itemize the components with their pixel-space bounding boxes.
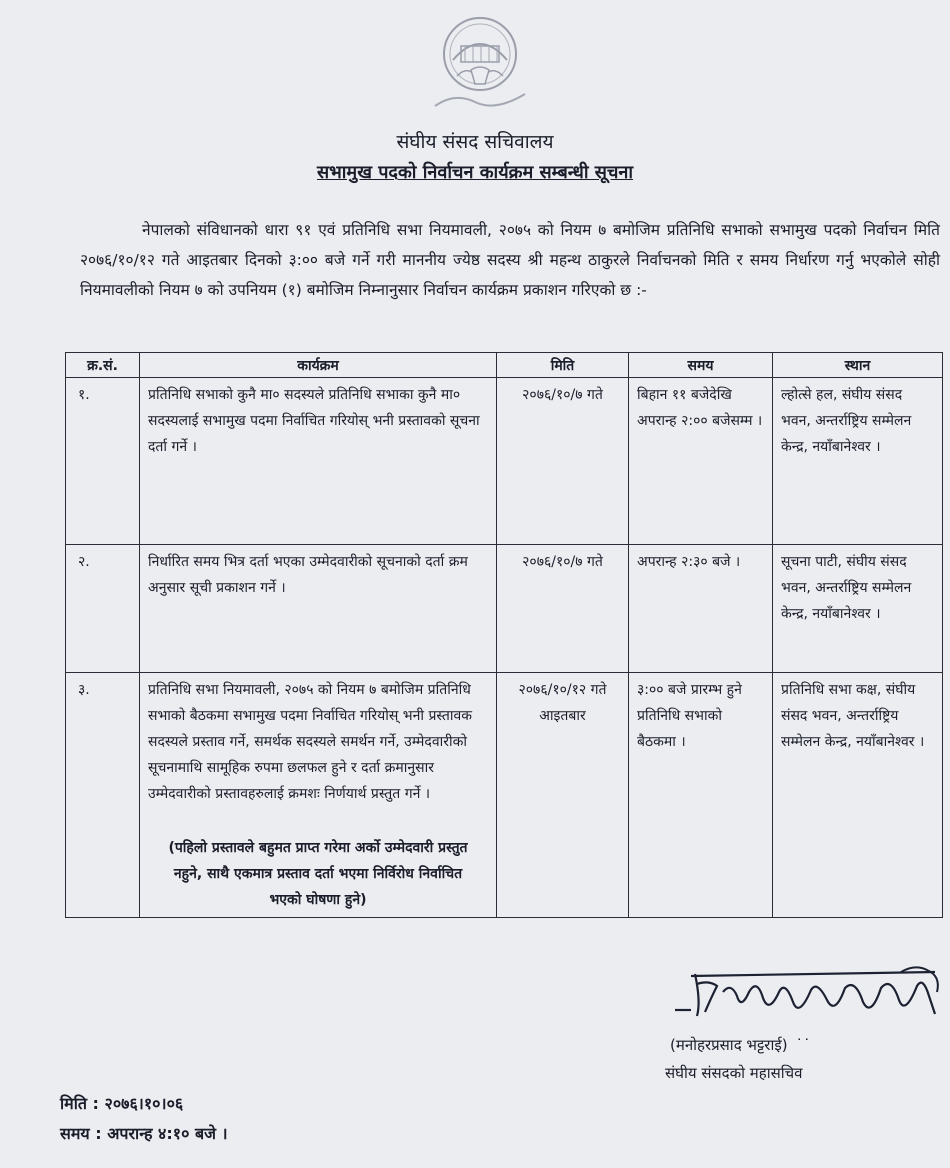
row-date: २०७६/१०/७ गते (497, 545, 629, 673)
row-note: (पहिलो प्रस्तावले बहुमत प्राप्त गरेमा अर्को उम्मेदवारी प्रस्तुत नहुने, साथै एकमात्र प्रस्ताव दर्ता भएमा निर्विरोध निर्वाचित भएको घोषणा हुने) (168, 840, 468, 908)
notice-title-text: सभामुख पदको निर्वाचन कार्यक्रम सम्बन्धी सूचना (316, 162, 634, 183)
issue-date: मिति : २०७६।१०।०६ (60, 1094, 184, 1113)
signatory-name-text: (मनोहरप्रसाद भट्टराई) (670, 1036, 788, 1054)
signatory-title: संघीय संसदको महासचिव (665, 1064, 803, 1082)
intro-paragraph (80, 215, 940, 305)
header-serial: क्र.सं. (66, 353, 140, 378)
row-serial: १. (66, 378, 140, 545)
row-program: प्रतिनिधि सभाको कुनै मा० सदस्यले प्रतिनिधि सभाका कुनै मा० सदस्यलाई सभामुख पदमा निर्वाचित गरियोस् भनी प्रस्तावको सूचना दर्ता गर्ने । (140, 378, 497, 545)
row-place: सूचना पाटी, संघीय संसद भवन, अन्तर्राष्ट्रिय सम्मेलन केन्द्र, नयाँबानेश्वर । (773, 545, 943, 673)
row-place: ल्होत्से हल, संघीय संसद भवन, अन्तर्राष्ट्रिय सम्मेलन केन्द्र, नयाँबानेश्वर । (773, 378, 943, 545)
parliament-seal-icon (425, 10, 535, 120)
row-date: २०७६/१०/१२ गते आइतबार (497, 673, 629, 918)
row-time: अपरान्ह २:३० बजे । (629, 545, 773, 673)
header-date: मिति (497, 353, 629, 378)
row-date: २०७६/१०/७ गते (497, 378, 629, 545)
header-place: स्थान (773, 353, 943, 378)
row-place: प्रतिनिधि सभा कक्ष, संघीय संसद भवन, अन्तर्राष्ट्रिय सम्मेलन केन्द्र, नयाँबानेश्वर । (773, 673, 943, 918)
program-table (65, 352, 943, 918)
notice-title (0, 160, 950, 184)
signatory-name (670, 1035, 930, 1055)
header-time: समय (629, 353, 773, 378)
row-program: प्रतिनिधि सभा नियमावली, २०७५ को नियम ७ बमोजिम प्रतिनिधि सभाको बैठकमा सभामुख पदमा निर्वाचित गरियोस् भनी प्रस्तावक सदस्यले प्रस्ताव गर्ने, समर्थक सदस्यले समर्थन गर्ने, उम्मेदवारीको सूचनामाथि सामूहिक रुपमा छलफल हुने र दर्ता क्रमानुसार उम्मेदवारीको प्रस्तावहरुलाई क्रमशः निर्णयार्थ प्रस्तुत गर्ने । (148, 682, 473, 802)
signature-marks: ˙˙ (795, 1036, 811, 1054)
row-serial: २. (66, 545, 140, 673)
table-row (66, 673, 943, 918)
intro-text: नेपालको संविधानको धारा ९१ एवं प्रतिनिधि सभा नियमावली, २०७५ को नियम ७ बमोजिम प्रतिनिधि सभाको सभामुख पदको निर्वाचन मिति २०७६/१०/१२ गते आइतबार दिनको ३:०० बजे गर्ने गरी माननीय ज्येष्ठ सदस्य श्री महन्थ ठाकुरले निर्वाचनको मिति र समय निर्धारण गर्नु भएकोले सोही नियमावलीको नियम ७ को उपनियम (१) बमोजिम निम्नानुसार निर्वाचन कार्यक्रम प्रकाशन गरिएको छ :- (80, 221, 940, 299)
row-time: बिहान ११ बजेदेखि अपरान्ह २:०० बजेसम्म । (629, 378, 773, 545)
row-serial: ३. (66, 673, 140, 918)
header-program: कार्यक्रम (140, 353, 497, 378)
row-program-cell (140, 673, 497, 918)
table-row (66, 545, 943, 673)
row-time: ३:०० बजे प्रारम्भ हुने प्रतिनिधि सभाको बैठकमा । (629, 673, 773, 918)
row-program: निर्धारित समय भित्र दर्ता भएका उम्मेदवारीको सूचनाको दर्ता क्रम अनुसार सूची प्रकाशन गर्ने । (140, 545, 497, 673)
office-name: संघीय संसद सचिवालय (396, 131, 554, 153)
table-header-row (66, 353, 943, 378)
issue-time: समय : अपरान्ह ४:१० बजे । (60, 1124, 228, 1143)
signature-icon (665, 962, 950, 1030)
table-row (66, 378, 943, 545)
